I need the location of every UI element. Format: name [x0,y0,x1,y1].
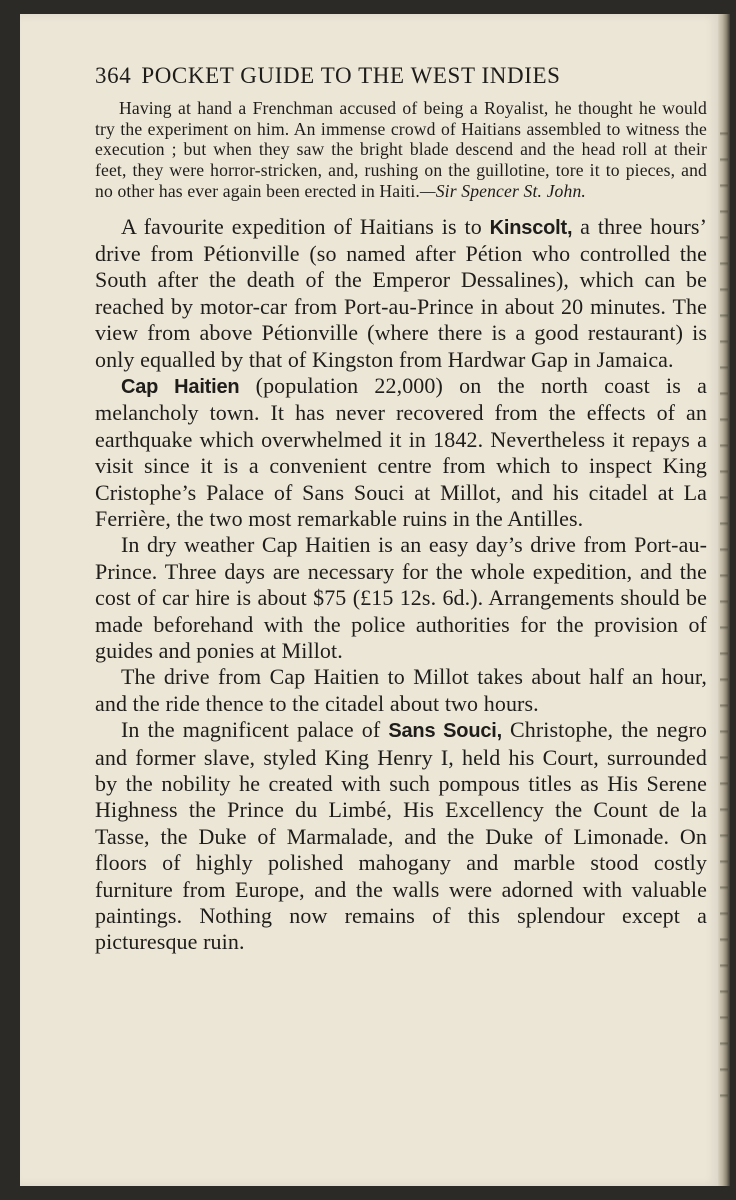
paragraph-kinscolt [95,214,707,373]
paragraph-text-rest: Christophe, the negro and former slave, styled King Henry I, held his Court, surrounded by the nobility he created with such pompous titles as His Serene Highness the Prince du Limbé, His Excellency the Count de la Tasse, the Duke of Marmalade, and the Duke of Limonade. On floors of highly polished mahogany and marble stood costly furniture from Europe, and the walls were adorned with valuable paintings. Nothing now remains of this splendour except a picturesque ruin. [95,717,707,955]
running-title: POCKET GUIDE TO THE WEST INDIES [141,63,561,88]
place-name-heading: Cap Haitien [121,375,240,398]
quotation-block [95,98,707,202]
quotation-text: Having at hand a Frenchman accused of being a Royalist, he thought he would try the experiment on him. An immense crowd of Haitians assembled to witness the execution ; but when they saw the bright blade descend and the head roll at their feet, they were horror-stricken, and, rushing on the guillotine, tore it to pieces, and no other has ever again been erected in Haiti. [95,98,707,201]
place-name-heading: Sans Souci, [388,720,502,743]
paragraph-cap-haitien [95,373,707,532]
paragraph-sans-souci [95,717,707,956]
paragraph-text-start: In the magnificent palace of [121,717,389,743]
paragraph-drive-to-millot: The drive from Cap Haitien to Millot takes about half an hour, and the ride thence to the citadel about two hours. [95,664,707,716]
page-number: 364 [95,63,132,88]
running-head [95,60,707,92]
place-name-heading: Kinscolt, [489,216,573,239]
page-stack-marks [720,110,728,1110]
paragraph-text-start: A favourite expedition of Haitians is to [121,213,490,239]
paragraph-text-rest: (population 22,000) on the north coast is a melancholy town. It has never recovered from the effects of an earthquake which overwhelmed it in 1842. Nevertheless it repays a visit since it is a convenient centre from which to inspect King Cristophe’s Palace of Sans Souci at Millot, and his citadel at La Ferrière, the two most remarkable ruins in the Antilles. [95,372,707,531]
paragraph-dry-weather: In dry weather Cap Haitien is an easy day’s drive from Port-au-Prince. Three days are necessary for the whole expedition, and the cost of car hire is about $75 (£15 12s. 6d.). Arrangements should be made beforehand with the police authorities for the provision of guides and ponies at Millot. [95,532,707,664]
paragraph-text-rest: a three hours’ drive from Pétionville (so named after Pétion who controlled the South after the death of the Emperor Dessalines), which can be reached by motor-car from Port-au-Prince in about 20 minutes. The view from above Pétionville (where there is a good restaurant) is only equalled by that of Kingston from Hardwar Gap in Jamaica. [95,213,707,372]
quotation-attribution: —Sir Spencer St. John. [419,180,586,201]
page-text-block [95,60,707,956]
